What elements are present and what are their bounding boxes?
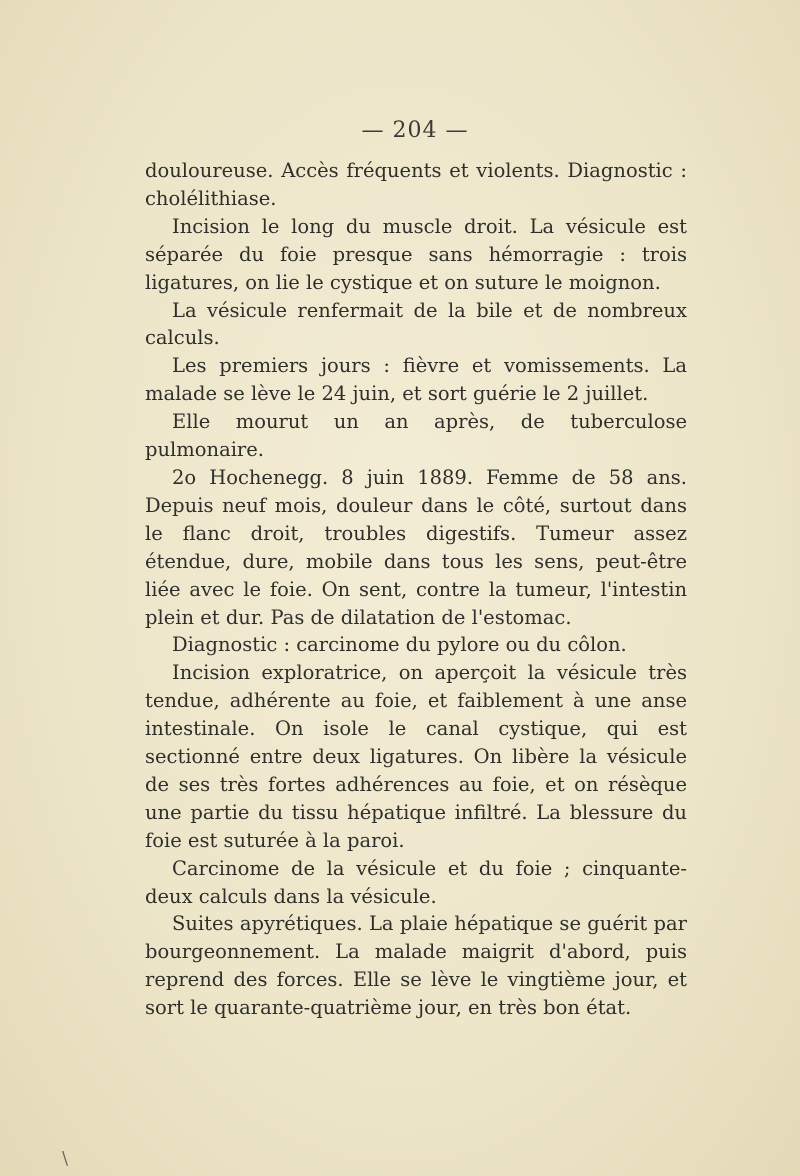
paragraph: douloureuse. Accès fréquents et violents. Diagnostic : cholélithiase. xyxy=(145,159,687,210)
margin-mark: \ xyxy=(62,1148,69,1169)
paragraph: Les premiers jours : fièvre et vomissements. La malade se lève le 24 juin, et sort guérie le 2 juillet. xyxy=(145,354,687,406)
paragraph: La vésicule renfermait de la bile et de nombreux calculs. xyxy=(145,298,687,350)
paragraph: Incision exploratrice, on aperçoit la vésicule très tendue, adhérente au foie, et faiblement à une anse intestinale. On isole le canal cystique, qui est sectionné entre deux ligatures. On libère la vésicule de ses très fortes adhérences au foie, et on résèque une partie du tissu hépatique infiltré. La blessure du foie est suturée à la paroi. xyxy=(145,661,687,852)
paragraph: Incision le long du muscle droit. La vésicule est séparée du foie presque sans hémorragie : trois ligatures, on lie le cystique et on suture le moignon. xyxy=(145,214,687,294)
paragraph: Elle mourut un an après, de tuberculose pulmonaire. xyxy=(145,410,687,462)
paragraph: Diagnostic : carcinome du pylore ou du côlon. xyxy=(172,633,627,657)
paragraph: 2o Hochenegg. 8 juin 1889. Femme de 58 ans. Depuis neuf mois, douleur dans le côté, surtout dans le flanc droit, troubles digestifs. Tumeur assez étendue, dure, mobile dans tous les sens, peut-être liée avec le foie. On sent, contre la tumeur, l'intestin plein et dur. Pas de dilatation de l'estomac. xyxy=(145,465,687,629)
paragraph: Carcinome de la vésicule et du foie ; cinquante-deux calculs dans la vésicule. xyxy=(145,856,687,908)
paragraph: Suites apyrétiques. La plaie hépatique se guérit par bourgeonnement. La malade maigrit d'abord, puis reprend des forces. Elle se lève le vingtième jour, et sort le quarante-quatrième jour, en très bon état. xyxy=(145,912,687,1020)
body-text xyxy=(145,157,687,1022)
page-number: — 204 — xyxy=(361,118,469,143)
